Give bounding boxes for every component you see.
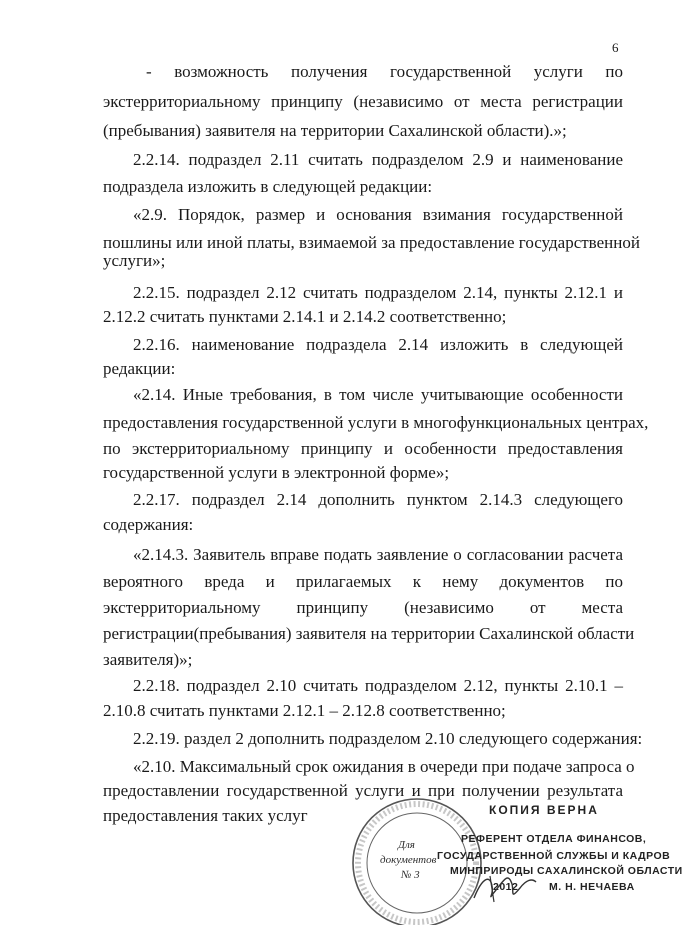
text-line: услуги»;	[103, 251, 166, 270]
seal-center-text: Для	[398, 839, 415, 851]
text-line: (пребывания) заявителя на территории Сахалинской области).»;	[103, 121, 567, 140]
text-line: пошлины или иной платы, взимаемой за предоставление государственной	[103, 233, 640, 252]
text-line: «2.10. Максимальный срок ожидания в очереди при подаче запроса о	[133, 757, 635, 776]
text-line: 2.2.17. подраздел 2.14 дополнить пунктом 2.14.3 следующего	[133, 490, 623, 509]
text-line: по экстерриториальному принципу и особенности предоставления	[103, 439, 623, 458]
signature-icon	[470, 868, 540, 905]
certification-line: МИНПРИРОДЫ САХАЛИНСКОЙ ОБЛАСТИ	[450, 865, 683, 877]
text-line: «2.9. Порядок, размер и основания взимания государственной	[133, 205, 623, 224]
seal-center-text: № 3	[401, 869, 420, 881]
text-line: заявителя)»;	[103, 650, 193, 669]
text-line: 2.2.16. наименование подраздела 2.14 изложить в следующей	[133, 335, 623, 354]
certification-line: РЕФЕРЕНТ ОТДЕЛА ФИНАНСОВ,	[461, 833, 647, 845]
text-line: 2.12.2 считать пунктами 2.14.1 и 2.14.2 соответственно;	[103, 307, 507, 326]
text-line: предоставления таких услуг	[103, 806, 308, 825]
text-line: содержания:	[103, 515, 194, 534]
text-line: 2.2.14. подраздел 2.11 считать подразделом 2.9 и наименование	[133, 150, 623, 169]
text-line: вероятного вреда и прилагаемых к нему документов по	[103, 572, 623, 591]
text-line: регистрации(пребывания) заявителя на территории Сахалинской области	[103, 624, 635, 643]
text-line: экстерриториальному принципу (независимо от места	[103, 598, 623, 617]
text-line: - возможность получения государственной услуги по	[146, 62, 623, 81]
text-line: 2.2.19. раздел 2 дополнить подразделом 2.10 следующего содержания:	[133, 729, 643, 748]
text-line: подраздела изложить в следующей редакции:	[103, 177, 433, 196]
text-line: редакции:	[103, 359, 176, 378]
text-line: «2.14. Иные требования, в том числе учитывающие особенности	[133, 385, 623, 404]
seal-center-text: документов	[380, 854, 437, 866]
text-line: предоставления государственной услуги в многофункциональных центрах,	[103, 413, 649, 432]
text-line: государственной услуги в электронной форме»;	[103, 463, 450, 482]
certification-line: ГОСУДАРСТВЕННОЙ СЛУЖБЫ И КАДРОВ	[437, 850, 671, 862]
text-line: 2.10.8 считать пунктами 2.12.1 – 2.12.8 соответственно;	[103, 701, 506, 720]
text-line: 2.2.15. подраздел 2.12 считать подразделом 2.14, пункты 2.12.1 и	[133, 283, 623, 302]
certification-title: КОПИЯ ВЕРНА	[489, 803, 599, 817]
certification-date: 2012	[493, 881, 519, 893]
text-line: 2.2.18. подраздел 2.10 считать подразделом 2.12, пункты 2.10.1 –	[133, 676, 623, 695]
text-line: предоставлении государственной услуги и при получении результата	[103, 781, 623, 800]
text-line: экстерриториальному принципу (независимо от места регистрации	[103, 92, 623, 111]
page-number: 6	[612, 40, 619, 55]
text-line: «2.14.3. Заявитель вправе подать заявление о согласовании расчета	[133, 545, 623, 564]
certification-name: М. Н. НЕЧАЕВА	[549, 881, 635, 893]
